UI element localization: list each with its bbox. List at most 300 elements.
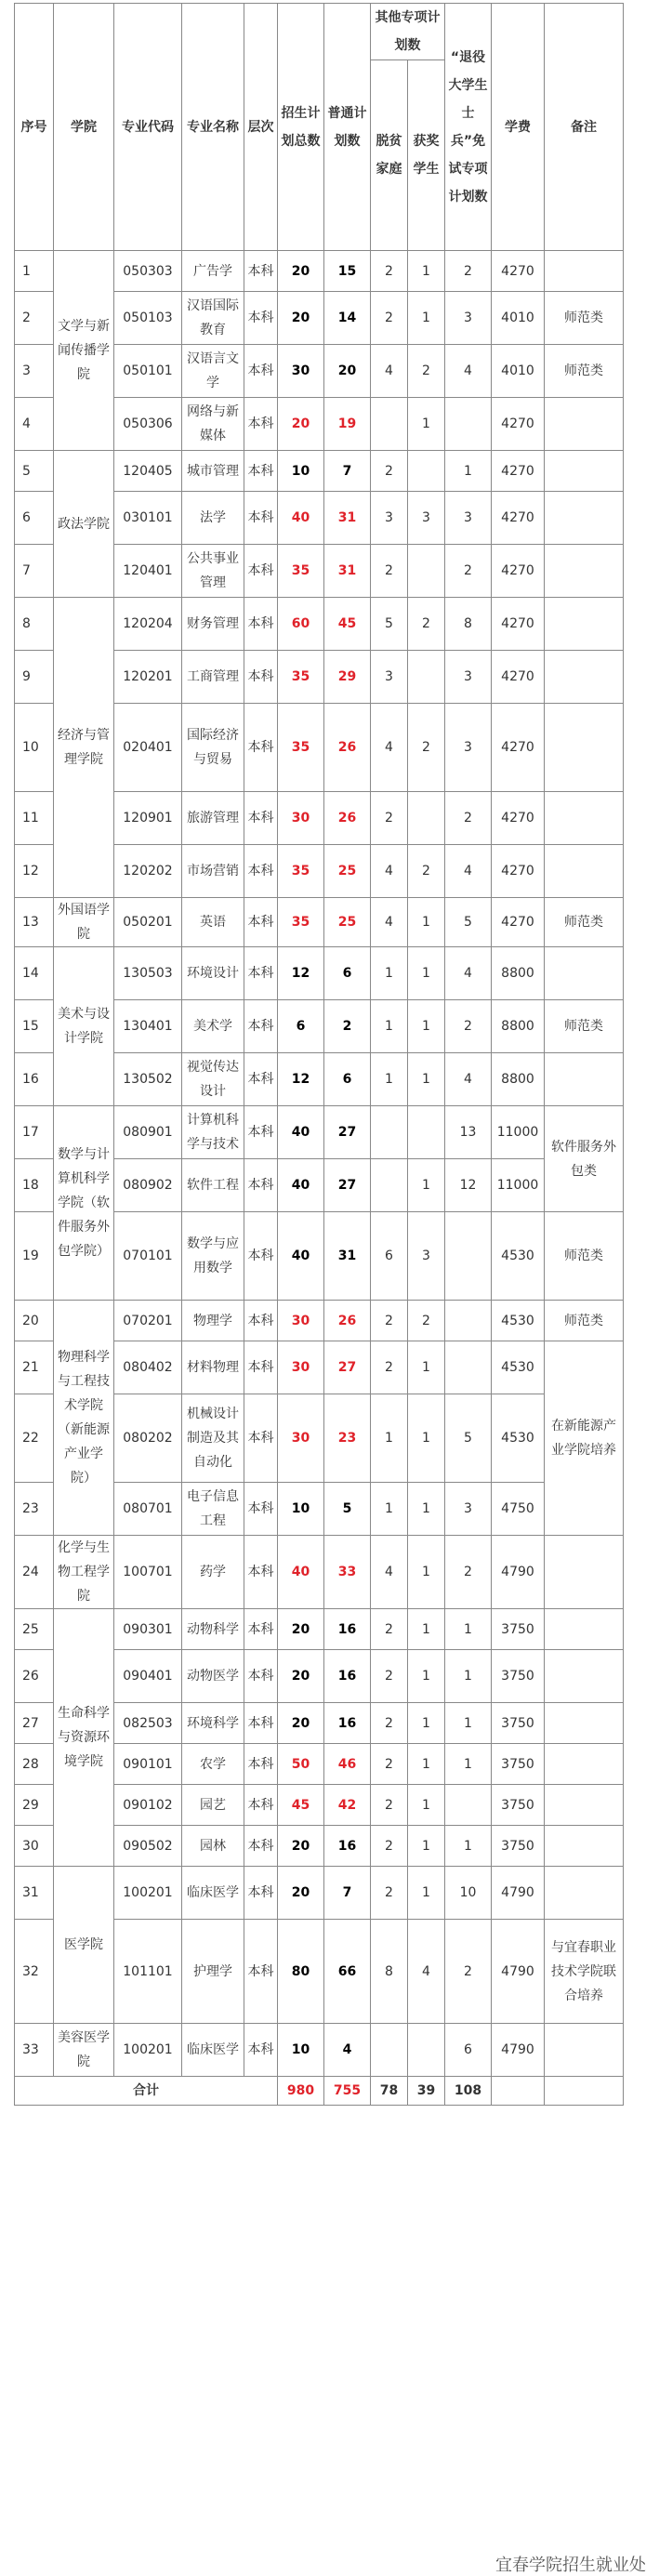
note-cell	[545, 492, 624, 545]
total-plan-cell: 20	[278, 1703, 324, 1744]
total-plan-cell: 35	[278, 545, 324, 598]
major-cell: 物理学	[182, 1301, 244, 1341]
header-total-plan: 招生计划总数	[278, 4, 324, 251]
seq-cell: 6	[15, 492, 54, 545]
major-cell: 机械设计制造及其自动化	[182, 1394, 244, 1483]
total-plan-cell: 40	[278, 1106, 324, 1159]
veteran-cell: 13	[445, 1106, 492, 1159]
code-cell: 130502	[114, 1053, 182, 1106]
general-plan-cell: 5	[324, 1483, 371, 1536]
seq-cell: 12	[15, 845, 54, 898]
award-cell: 1	[408, 1826, 445, 1867]
seq-cell: 21	[15, 1341, 54, 1394]
veteran-cell: 1	[445, 1826, 492, 1867]
total-plan-cell: 30	[278, 1301, 324, 1341]
seq-cell: 22	[15, 1394, 54, 1483]
veteran-cell	[445, 1785, 492, 1826]
award-cell: 1	[408, 1650, 445, 1703]
total-plan-cell: 30	[278, 1341, 324, 1394]
poverty-cell	[371, 2024, 408, 2077]
poverty-cell: 4	[371, 898, 408, 947]
award-cell	[408, 2024, 445, 2077]
fee-cell: 4270	[492, 545, 545, 598]
fee-cell: 4530	[492, 1394, 545, 1483]
level-cell: 本科	[244, 1053, 278, 1106]
fee-cell: 3750	[492, 1609, 545, 1650]
code-cell: 050201	[114, 898, 182, 947]
level-cell: 本科	[244, 1920, 278, 2024]
note-cell	[545, 947, 624, 1000]
note-cell: 师范类	[545, 1000, 624, 1053]
major-cell: 数学与应用数学	[182, 1212, 244, 1301]
major-cell: 旅游管理	[182, 792, 244, 845]
general-plan-cell: 45	[324, 598, 371, 651]
total-plan-cell: 30	[278, 1394, 324, 1483]
major-cell: 软件工程	[182, 1159, 244, 1212]
major-cell: 计算机科学与技术	[182, 1106, 244, 1159]
table-row	[15, 251, 624, 292]
poverty-cell: 2	[371, 1301, 408, 1341]
level-cell: 本科	[244, 545, 278, 598]
note-cell: 师范类	[545, 345, 624, 398]
seq-cell: 18	[15, 1159, 54, 1212]
level-cell: 本科	[244, 898, 278, 947]
poverty-cell: 8	[371, 1920, 408, 2024]
award-cell: 1	[408, 898, 445, 947]
poverty-cell: 2	[371, 251, 408, 292]
seq-cell: 5	[15, 451, 54, 492]
fee-cell: 4270	[492, 704, 545, 792]
fee-cell: 4270	[492, 845, 545, 898]
fee-cell: 8800	[492, 947, 545, 1000]
code-cell: 070201	[114, 1301, 182, 1341]
level-cell: 本科	[244, 1394, 278, 1483]
total-plan-cell: 35	[278, 704, 324, 792]
college-cell: 物理科学与工程技术学院（新能源产业学院）	[54, 1301, 114, 1536]
poverty-cell: 4	[371, 845, 408, 898]
note-cell	[545, 704, 624, 792]
major-cell: 临床医学	[182, 2024, 244, 2077]
veteran-cell: 4	[445, 1053, 492, 1106]
code-cell: 082503	[114, 1703, 182, 1744]
major-cell: 法学	[182, 492, 244, 545]
seq-cell: 9	[15, 651, 54, 704]
code-cell: 050101	[114, 345, 182, 398]
header-fee: 学费	[492, 4, 545, 251]
award-cell: 2	[408, 1301, 445, 1341]
seq-cell: 32	[15, 1920, 54, 2024]
total-plan-cell: 40	[278, 492, 324, 545]
major-cell: 汉语言文学	[182, 345, 244, 398]
total-plan-cell: 60	[278, 598, 324, 651]
award-cell: 1	[408, 398, 445, 451]
header-code: 专业代码	[114, 4, 182, 251]
table-row	[15, 947, 624, 1000]
level-cell: 本科	[244, 492, 278, 545]
veteran-cell: 2	[445, 251, 492, 292]
seq-cell: 15	[15, 1000, 54, 1053]
general-plan-cell: 25	[324, 845, 371, 898]
award-cell	[408, 1106, 445, 1159]
veteran-cell: 1	[445, 1703, 492, 1744]
note-cell	[545, 792, 624, 845]
level-cell: 本科	[244, 2024, 278, 2077]
general-plan-cell: 27	[324, 1106, 371, 1159]
award-cell: 1	[408, 1000, 445, 1053]
poverty-cell: 2	[371, 1744, 408, 1785]
note-cell	[545, 1826, 624, 1867]
veteran-cell: 2	[445, 545, 492, 598]
level-cell: 本科	[244, 1106, 278, 1159]
level-cell: 本科	[244, 1785, 278, 1826]
totals-general: 755	[324, 2077, 371, 2106]
general-plan-cell: 16	[324, 1650, 371, 1703]
table-row	[15, 898, 624, 947]
note-cell	[545, 1785, 624, 1826]
general-plan-cell: 20	[324, 345, 371, 398]
total-plan-cell: 30	[278, 345, 324, 398]
seq-cell: 2	[15, 292, 54, 345]
general-plan-cell: 16	[324, 1703, 371, 1744]
award-cell: 1	[408, 1703, 445, 1744]
level-cell: 本科	[244, 398, 278, 451]
level-cell: 本科	[244, 792, 278, 845]
major-cell: 广告学	[182, 251, 244, 292]
general-plan-cell: 14	[324, 292, 371, 345]
note-cell	[545, 1053, 624, 1106]
level-cell: 本科	[244, 947, 278, 1000]
award-cell: 2	[408, 845, 445, 898]
general-plan-cell: 33	[324, 1536, 371, 1609]
college-cell: 经济与管理学院	[54, 598, 114, 898]
level-cell: 本科	[244, 292, 278, 345]
veteran-cell	[445, 1341, 492, 1394]
level-cell: 本科	[244, 1744, 278, 1785]
poverty-cell: 2	[371, 545, 408, 598]
veteran-cell: 3	[445, 704, 492, 792]
level-cell: 本科	[244, 1609, 278, 1650]
code-cell: 080402	[114, 1341, 182, 1394]
award-cell: 1	[408, 1053, 445, 1106]
seq-cell: 31	[15, 1867, 54, 1920]
header-note: 备注	[545, 4, 624, 251]
general-plan-cell: 31	[324, 1212, 371, 1301]
award-cell: 1	[408, 251, 445, 292]
header-other-plan: 其他专项计划数	[371, 4, 445, 60]
general-plan-cell: 66	[324, 1920, 371, 2024]
seq-cell: 4	[15, 398, 54, 451]
table-row	[15, 451, 624, 492]
note-cell	[545, 1609, 624, 1650]
award-cell: 1	[408, 1341, 445, 1394]
total-plan-cell: 45	[278, 1785, 324, 1826]
veteran-cell	[445, 1212, 492, 1301]
fee-cell: 4530	[492, 1301, 545, 1341]
major-cell: 园林	[182, 1826, 244, 1867]
seq-cell: 20	[15, 1301, 54, 1341]
veteran-cell: 5	[445, 1394, 492, 1483]
code-cell: 080202	[114, 1394, 182, 1483]
veteran-cell: 3	[445, 492, 492, 545]
major-cell: 园艺	[182, 1785, 244, 1826]
fee-cell: 4790	[492, 1867, 545, 1920]
fee-cell: 4010	[492, 292, 545, 345]
major-cell: 英语	[182, 898, 244, 947]
seq-cell: 19	[15, 1212, 54, 1301]
note-cell	[545, 1744, 624, 1785]
fee-cell: 4270	[492, 398, 545, 451]
level-cell: 本科	[244, 251, 278, 292]
header-major: 专业名称	[182, 4, 244, 251]
poverty-cell: 2	[371, 1785, 408, 1826]
poverty-cell: 1	[371, 947, 408, 1000]
poverty-cell: 1	[371, 1053, 408, 1106]
code-cell: 070101	[114, 1212, 182, 1301]
code-cell: 100201	[114, 2024, 182, 2077]
total-plan-cell: 20	[278, 251, 324, 292]
seq-cell: 8	[15, 598, 54, 651]
general-plan-cell: 7	[324, 451, 371, 492]
fee-cell: 3750	[492, 1826, 545, 1867]
level-cell: 本科	[244, 451, 278, 492]
code-cell: 101101	[114, 1920, 182, 2024]
veteran-cell: 8	[445, 598, 492, 651]
table-row	[15, 1106, 624, 1159]
veteran-cell: 3	[445, 292, 492, 345]
seq-cell: 27	[15, 1703, 54, 1744]
note-cell: 师范类	[545, 898, 624, 947]
code-cell: 050103	[114, 292, 182, 345]
poverty-cell: 5	[371, 598, 408, 651]
table-row	[15, 1301, 624, 1341]
enrollment-plan-table	[14, 3, 624, 2106]
total-plan-cell: 35	[278, 898, 324, 947]
total-plan-cell: 20	[278, 1826, 324, 1867]
level-cell: 本科	[244, 1000, 278, 1053]
college-cell: 外国语学院	[54, 898, 114, 947]
veteran-cell: 1	[445, 1609, 492, 1650]
award-cell: 1	[408, 1159, 445, 1212]
header-poverty: 脱贫家庭	[371, 60, 408, 251]
poverty-cell: 2	[371, 1650, 408, 1703]
code-cell: 120405	[114, 451, 182, 492]
award-cell	[408, 545, 445, 598]
note-cell: 师范类	[545, 292, 624, 345]
total-plan-cell: 10	[278, 2024, 324, 2077]
fee-cell: 4010	[492, 345, 545, 398]
header-level: 层次	[244, 4, 278, 251]
award-cell: 1	[408, 1483, 445, 1536]
level-cell: 本科	[244, 651, 278, 704]
major-cell: 动物科学	[182, 1609, 244, 1650]
header-general-plan: 普通计划数	[324, 4, 371, 251]
award-cell: 3	[408, 492, 445, 545]
poverty-cell	[371, 398, 408, 451]
total-plan-cell: 80	[278, 1920, 324, 2024]
general-plan-cell: 46	[324, 1744, 371, 1785]
poverty-cell: 3	[371, 651, 408, 704]
table-row	[15, 598, 624, 651]
poverty-cell: 2	[371, 1609, 408, 1650]
poverty-cell: 2	[371, 451, 408, 492]
total-plan-cell: 10	[278, 451, 324, 492]
veteran-cell: 5	[445, 898, 492, 947]
note-cell	[545, 651, 624, 704]
general-plan-cell: 19	[324, 398, 371, 451]
code-cell: 120201	[114, 651, 182, 704]
note-cell: 软件服务外包类	[545, 1106, 624, 1212]
total-plan-cell: 40	[278, 1536, 324, 1609]
major-cell: 汉语国际教育	[182, 292, 244, 345]
fee-cell: 3750	[492, 1744, 545, 1785]
major-cell: 电子信息工程	[182, 1483, 244, 1536]
poverty-cell: 2	[371, 292, 408, 345]
fee-cell: 4270	[492, 898, 545, 947]
level-cell: 本科	[244, 845, 278, 898]
poverty-cell: 2	[371, 1826, 408, 1867]
major-cell: 农学	[182, 1744, 244, 1785]
note-cell	[545, 398, 624, 451]
veteran-cell: 2	[445, 1920, 492, 2024]
note-cell: 在新能源产业学院培养	[545, 1341, 624, 1536]
note-cell	[545, 2024, 624, 2077]
total-plan-cell: 20	[278, 1609, 324, 1650]
general-plan-cell: 15	[324, 251, 371, 292]
note-cell	[545, 451, 624, 492]
fee-cell: 3750	[492, 1703, 545, 1744]
code-cell: 020401	[114, 704, 182, 792]
seq-cell: 17	[15, 1106, 54, 1159]
totals-row	[15, 2077, 624, 2106]
total-plan-cell: 30	[278, 792, 324, 845]
code-cell: 090401	[114, 1650, 182, 1703]
award-cell: 1	[408, 1536, 445, 1609]
seq-cell: 33	[15, 2024, 54, 2077]
fee-cell: 3750	[492, 1650, 545, 1703]
award-cell	[408, 792, 445, 845]
seq-cell: 7	[15, 545, 54, 598]
college-cell: 化学与生物工程学院	[54, 1536, 114, 1609]
general-plan-cell: 26	[324, 704, 371, 792]
veteran-cell: 2	[445, 792, 492, 845]
general-plan-cell: 16	[324, 1609, 371, 1650]
code-cell: 120204	[114, 598, 182, 651]
veteran-cell: 1	[445, 1650, 492, 1703]
poverty-cell: 1	[371, 1000, 408, 1053]
fee-cell: 4530	[492, 1212, 545, 1301]
total-plan-cell: 40	[278, 1212, 324, 1301]
note-cell	[545, 845, 624, 898]
college-cell: 政法学院	[54, 451, 114, 598]
level-cell: 本科	[244, 1536, 278, 1609]
general-plan-cell: 7	[324, 1867, 371, 1920]
seq-cell: 24	[15, 1536, 54, 1609]
seq-cell: 13	[15, 898, 54, 947]
major-cell: 国际经济与贸易	[182, 704, 244, 792]
poverty-cell: 2	[371, 1703, 408, 1744]
code-cell: 120401	[114, 545, 182, 598]
general-plan-cell: 26	[324, 1301, 371, 1341]
poverty-cell: 2	[371, 1341, 408, 1394]
award-cell: 1	[408, 1785, 445, 1826]
total-plan-cell: 10	[278, 1483, 324, 1536]
major-cell: 临床医学	[182, 1867, 244, 1920]
poverty-cell: 2	[371, 792, 408, 845]
veteran-cell: 3	[445, 1483, 492, 1536]
footer-source: 宜春学院招生就业处	[495, 2556, 646, 2575]
totals-poverty: 78	[371, 2077, 408, 2106]
code-cell: 090101	[114, 1744, 182, 1785]
code-cell: 100201	[114, 1867, 182, 1920]
poverty-cell: 4	[371, 1536, 408, 1609]
major-cell: 财务管理	[182, 598, 244, 651]
award-cell: 1	[408, 1609, 445, 1650]
award-cell: 2	[408, 345, 445, 398]
fee-cell: 4750	[492, 1483, 545, 1536]
code-cell: 080902	[114, 1159, 182, 1212]
veteran-cell: 4	[445, 345, 492, 398]
college-cell: 文学与新闻传播学院	[54, 251, 114, 451]
total-plan-cell: 20	[278, 1650, 324, 1703]
poverty-cell: 4	[371, 704, 408, 792]
award-cell	[408, 451, 445, 492]
fee-cell: 4530	[492, 1341, 545, 1394]
fee-cell: 4270	[492, 251, 545, 292]
poverty-cell	[371, 1106, 408, 1159]
veteran-cell: 6	[445, 2024, 492, 2077]
code-cell: 080901	[114, 1106, 182, 1159]
general-plan-cell: 6	[324, 947, 371, 1000]
poverty-cell: 3	[371, 492, 408, 545]
seq-cell: 1	[15, 251, 54, 292]
major-cell: 动物医学	[182, 1650, 244, 1703]
general-plan-cell: 4	[324, 2024, 371, 2077]
total-plan-cell: 40	[278, 1159, 324, 1212]
fee-cell: 8800	[492, 1053, 545, 1106]
code-cell: 050306	[114, 398, 182, 451]
level-cell: 本科	[244, 598, 278, 651]
poverty-cell: 1	[371, 1483, 408, 1536]
college-cell: 美术与设计学院	[54, 947, 114, 1106]
note-cell: 师范类	[545, 1212, 624, 1301]
level-cell: 本科	[244, 1826, 278, 1867]
major-cell: 环境设计	[182, 947, 244, 1000]
total-plan-cell: 20	[278, 1867, 324, 1920]
code-cell: 090102	[114, 1785, 182, 1826]
totals-veteran: 108	[445, 2077, 492, 2106]
note-cell: 师范类	[545, 1301, 624, 1341]
table-row	[15, 1609, 624, 1650]
award-cell: 1	[408, 1867, 445, 1920]
header-college: 学院	[54, 4, 114, 251]
general-plan-cell: 25	[324, 898, 371, 947]
college-cell: 美容医学院	[54, 2024, 114, 2077]
code-cell: 090502	[114, 1826, 182, 1867]
seq-cell: 3	[15, 345, 54, 398]
general-plan-cell: 31	[324, 545, 371, 598]
award-cell	[408, 651, 445, 704]
note-cell	[545, 1536, 624, 1609]
award-cell: 2	[408, 704, 445, 792]
award-cell: 1	[408, 947, 445, 1000]
fee-cell: 4270	[492, 451, 545, 492]
fee-cell: 4790	[492, 1536, 545, 1609]
header-award: 获奖学生	[408, 60, 445, 251]
code-cell: 130401	[114, 1000, 182, 1053]
veteran-cell: 4	[445, 845, 492, 898]
veteran-cell: 2	[445, 1536, 492, 1609]
note-cell: 与宜春职业技术学院联合培养	[545, 1920, 624, 2024]
